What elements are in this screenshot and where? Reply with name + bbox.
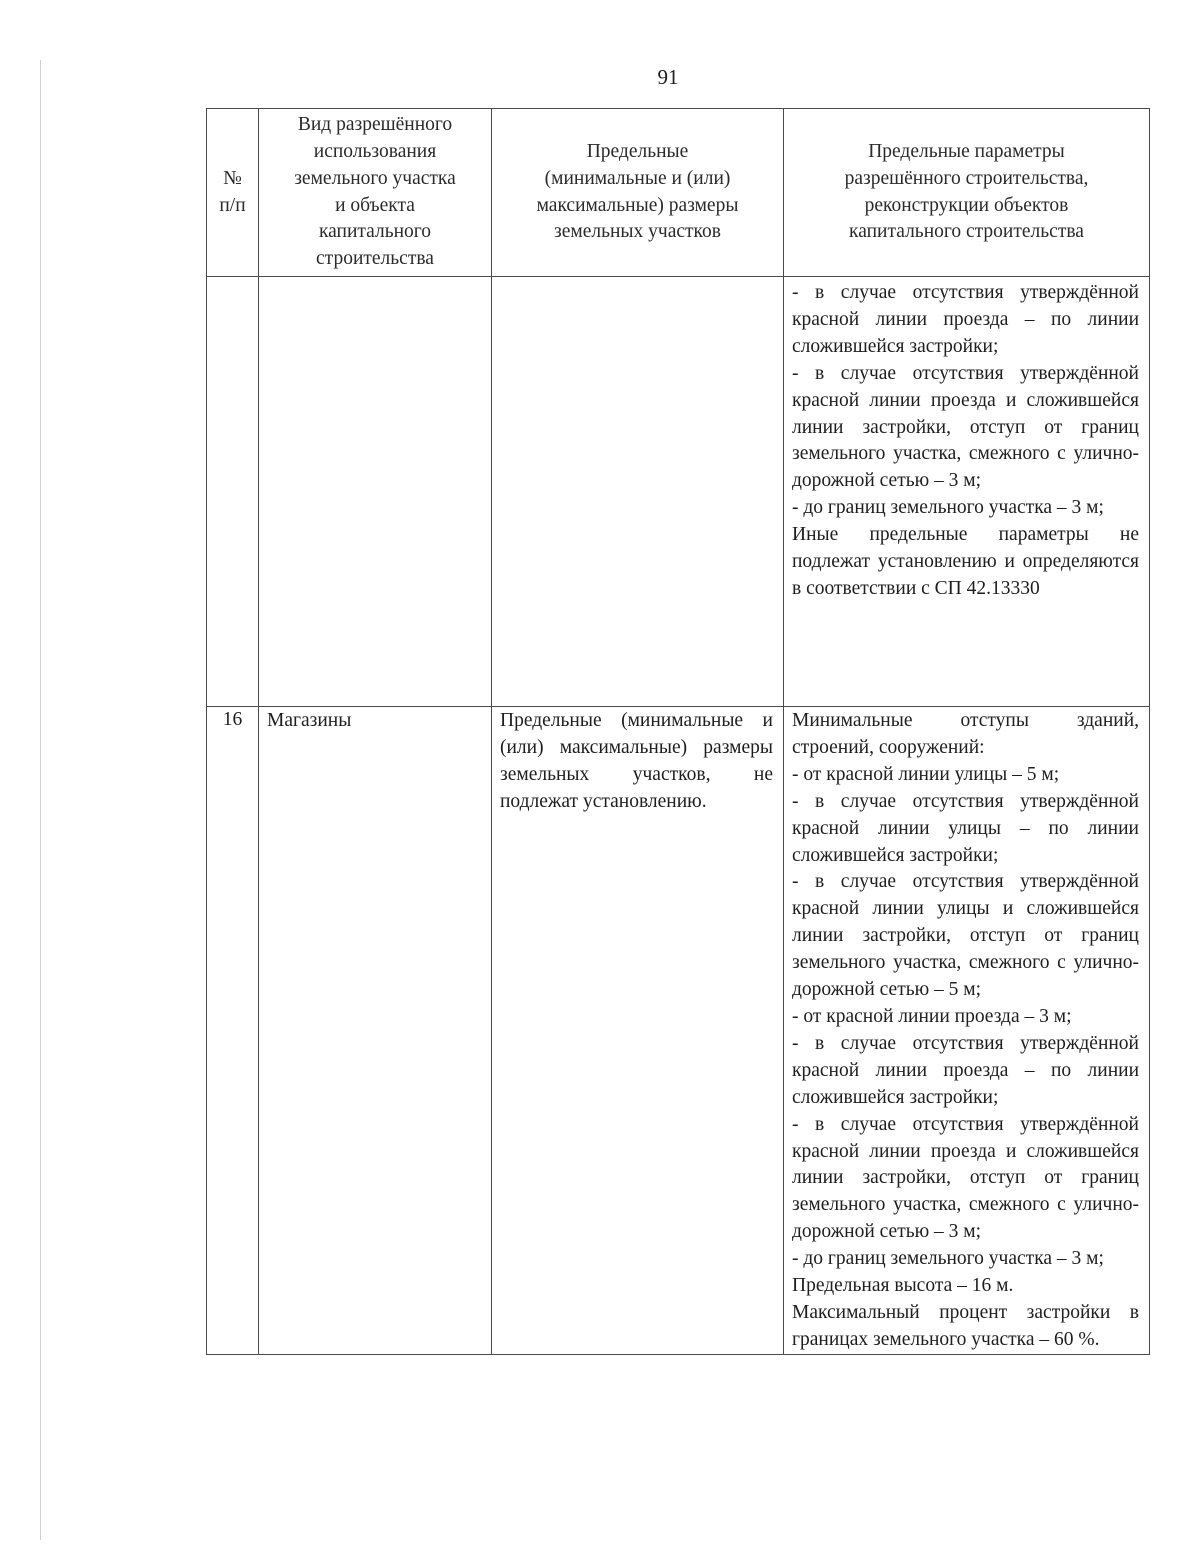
table-row xyxy=(207,277,1150,707)
param-item: Предельная высота – 16 м. xyxy=(792,1275,1014,1297)
param-item: - в случае отсутствия утверждённой красной линии проезда и сложившейся линии застройки, отступ от границ земельного участка, смежного с улично-дорожной сетью – 3 м; xyxy=(792,1113,1139,1243)
row-construction-params xyxy=(784,277,1150,707)
param-item: - в случае отсутствия утверждённой красной линии улицы – по линии сложившейся застройки; xyxy=(792,790,1139,866)
row-number: 16 xyxy=(207,707,259,1355)
param-item: - до границ земельного участка – 3 м; xyxy=(792,497,1104,519)
header-number: № п/п xyxy=(207,109,259,277)
page-number: 91 xyxy=(657,65,679,89)
param-item: - в случае отсутствия утверждённой красной линии проезда – по линии сложившейся застройки; xyxy=(792,282,1139,357)
row-plot-sizes xyxy=(492,277,784,707)
row-use-type: Магазины xyxy=(259,707,492,1355)
param-item: - до границ земельного участка – 3 м; xyxy=(792,1248,1104,1270)
header-use-type: Вид разрешённого использования земельного участка и объекта капитального строительства xyxy=(259,109,492,277)
header-construction-params: Предельные параметры разрешённого строительства, реконструкции объектов капитального строительства xyxy=(784,109,1150,277)
param-item: Иные предельные параметры не подлежат установлению и определяются в соответствии с СП 42.13330 xyxy=(792,524,1139,599)
regulations-table xyxy=(206,108,1150,1355)
row-construction-params xyxy=(784,707,1150,1355)
param-item: Максимальный процент застройки в границах земельного участка – 60 %. xyxy=(792,1301,1139,1350)
param-item: - в случае отсутствия утверждённой красной линии проезда – по линии сложившейся застройки; xyxy=(792,1032,1139,1108)
header-plot-sizes: Предельные (минимальные и (или) максимальные) размеры земельных участков xyxy=(492,109,784,277)
table-row xyxy=(207,707,1150,1355)
row-plot-sizes: Предельные (минимальные и (или) максимальные) размеры земельных участков, не подлежат установлению. xyxy=(492,707,784,1355)
param-item: - от красной линии проезда – 3 м; xyxy=(792,1005,1072,1027)
scan-edge-line xyxy=(40,60,41,1540)
row-number xyxy=(207,277,259,707)
param-item: - от красной линии улицы – 5 м; xyxy=(792,763,1060,785)
param-item: - в случае отсутствия утверждённой красной линии проезда и сложившейся линии застройки, отступ от границ земельного участка, смежного с улично-дорожной сетью – 3 м; xyxy=(792,362,1139,492)
table-header-row xyxy=(207,109,1150,277)
param-item: Минимальные отступы зданий, строений, сооружений: xyxy=(792,710,1139,758)
param-item: - в случае отсутствия утверждённой красной линии улицы и сложившейся линии застройки, отступ от границ земельного участка, смежного с улично-дорожной сетью – 5 м; xyxy=(792,871,1139,1001)
row-use-type xyxy=(259,277,492,707)
